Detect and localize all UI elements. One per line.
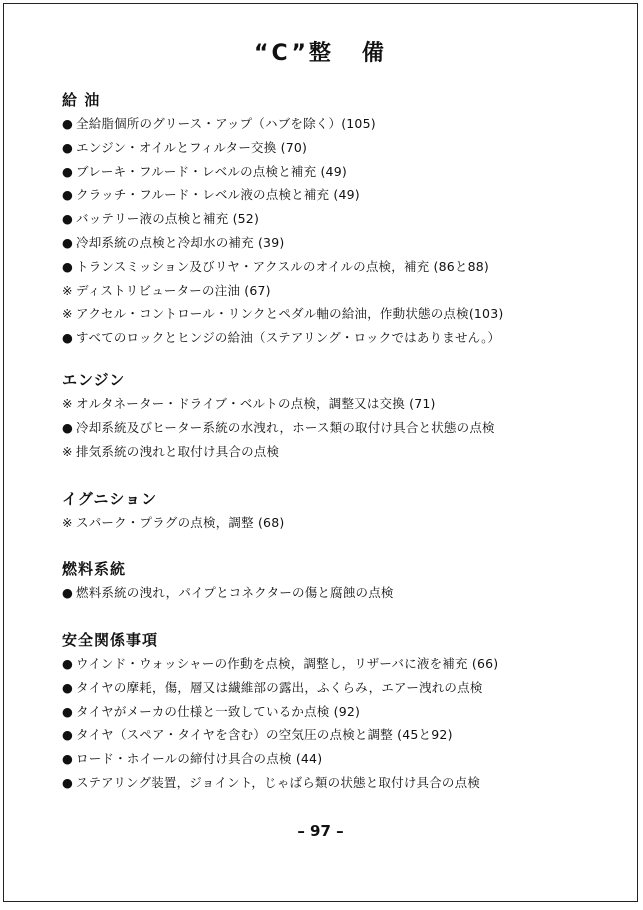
item-marker: ※: [62, 282, 73, 298]
item-text: エンジン・オイルとフィルター交換 (70): [76, 139, 308, 155]
item-text: ロード・ホイールの締付け具合の点検 (44): [76, 751, 323, 767]
item-text: バッテリー液の点検と補充 (52): [76, 211, 260, 227]
item-text: 冷却系統の点検と冷却水の補充 (39): [76, 234, 285, 250]
item-marker: ●: [62, 656, 74, 671]
section-safety: [62, 628, 622, 795]
item-marker: ●: [62, 774, 74, 790]
section-heading: 燃料系統: [62, 560, 127, 578]
item-text: タイヤの摩耗，傷，層又は繊維部の露出，ふくらみ，エアー洩れの点検: [76, 679, 483, 695]
list-item: [62, 160, 622, 184]
list-item: [62, 231, 622, 255]
list-item: [62, 279, 622, 303]
section-heading: 安全関係事項: [62, 631, 159, 649]
section-heading: イグニション: [62, 490, 158, 508]
item-marker: ●: [62, 585, 74, 600]
item-marker: ※: [62, 443, 73, 459]
page-number: – 97 –: [297, 822, 344, 840]
item-marker: ●: [62, 187, 74, 203]
section-heading: エンジン: [62, 371, 126, 389]
item-text: 全給脂個所のグリース・アップ（ハブを除く）(105): [76, 116, 376, 131]
page-title: [4, 36, 637, 67]
list-item: [62, 771, 622, 795]
list-item: [62, 136, 622, 160]
item-marker: ※: [62, 515, 73, 530]
item-text: ウインド・ウォッシャーの作動を点検，調整し，リザーバに液を補充 (66): [76, 656, 499, 671]
section-fuel-system: [62, 557, 622, 605]
item-marker: ●: [62, 751, 74, 767]
manual-page: [3, 3, 638, 902]
list-item: [62, 700, 622, 724]
list-item: [62, 723, 622, 747]
item-text: オルタネーター・ドライブ・ベルトの点検，調整又は交換 (71): [76, 396, 436, 411]
item-marker: ●: [62, 330, 74, 346]
section-engine: [62, 368, 622, 463]
item-marker: ●: [62, 419, 74, 435]
list-item: [62, 440, 622, 464]
list-item: [62, 183, 622, 207]
item-text: ステアリング装置，ジョイント，じゃばら類の状態と取付け具合の点検: [76, 774, 481, 790]
item-marker: ●: [62, 139, 74, 155]
item-text: 冷却系統及びヒーター系統の水洩れ，ホース類の取付け具合と状態の点検: [76, 419, 495, 435]
list-item: [62, 207, 622, 231]
item-text: ブレーキ・フルード・レベルの点検と補充 (49): [76, 163, 347, 179]
item-text: タイヤがメーカの仕様と一致しているか点検 (92): [76, 703, 361, 719]
item-marker: ●: [62, 258, 74, 274]
list-item: [62, 326, 622, 350]
item-text: 燃料系統の洩れ，パイプとコネクターの傷と腐蝕の点検: [76, 585, 394, 600]
title-part-2: 備: [361, 41, 387, 66]
item-marker: ●: [62, 679, 74, 695]
list-item: [62, 302, 622, 326]
item-text: スパーク・プラグの点検，調整 (68): [76, 515, 285, 530]
item-marker: ●: [62, 234, 74, 250]
item-marker: ※: [62, 306, 73, 322]
item-marker: ●: [62, 211, 74, 227]
section-heading: 給 油: [62, 91, 101, 109]
item-text: タイヤ（スペア・タイヤを含む）の空気圧の点検と調整 (45と92): [76, 727, 453, 743]
item-marker: ●: [62, 703, 74, 719]
list-item: [62, 416, 622, 440]
section-ignition: [62, 487, 622, 535]
item-text: クラッチ・フルード・レベル液の点検と補充 (49): [76, 187, 360, 203]
item-text: ディストリビューターの注油 (67): [76, 282, 271, 298]
list-item: [62, 676, 622, 700]
list-item: [62, 255, 622, 279]
item-marker: ●: [62, 163, 74, 179]
list-item: [62, 581, 622, 605]
list-item: [62, 392, 622, 416]
item-marker: ●: [62, 116, 74, 131]
list-item: [62, 112, 622, 136]
list-item: [62, 511, 622, 535]
item-text: 排気系統の洩れと取付け具合の点検: [76, 443, 280, 459]
list-item: [62, 652, 622, 676]
item-text: トランスミッション及びリヤ・アクスルのオイルの点検，補充 (86と88): [76, 258, 489, 274]
item-text: すべてのロックとヒンジの給油（ステアリング・ロックではありません。）: [76, 330, 501, 346]
list-item: [62, 747, 622, 771]
title-part-1: “C”整: [254, 41, 334, 66]
item-text: アクセル・コントロール・リンクとペダル軸の給油，作動状態の点検(103): [76, 306, 504, 322]
item-marker: ※: [62, 396, 73, 411]
section-lubrication: [62, 88, 622, 350]
item-marker: ●: [62, 727, 74, 743]
